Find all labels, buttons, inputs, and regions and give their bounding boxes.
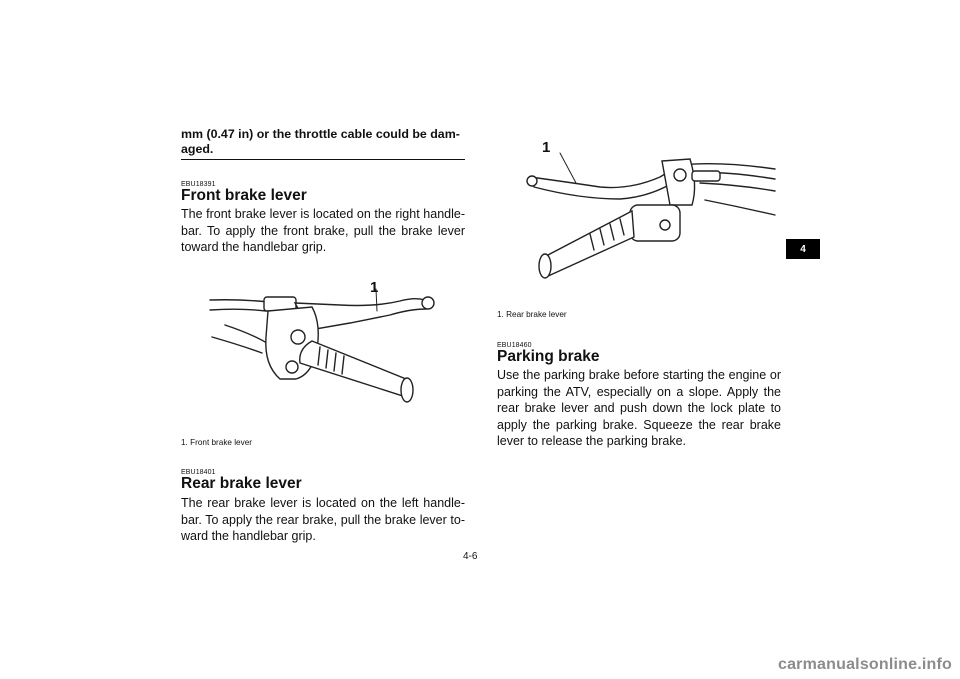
warning-continuation: mm (0.47 in) or the throttle cable could be dam-aged. xyxy=(181,127,460,156)
parking-brake-title: Parking brake xyxy=(497,348,600,365)
front-brake-title: Front brake lever xyxy=(181,187,307,204)
parking-brake-body: Use the parking brake before starting the engine or parking the ATV, especially on a slope. Apply the rear brake lever and push down the lock plate to apply the parking brake. Squeeze the rear brake lever to release the parking brake. xyxy=(497,368,781,448)
rear-brake-body: The rear brake lever is located on the left handle-bar. To apply the rear brake, pull the brake lever to-ward the handlebar grip. xyxy=(181,496,465,543)
watermark: carmanualsonline.info xyxy=(777,656,952,673)
front-brake-callout: 1 xyxy=(370,279,379,296)
rear-brake-code: EBU18401 xyxy=(181,469,216,476)
warning-divider xyxy=(181,159,465,160)
chapter-tab: 4 xyxy=(786,239,820,259)
front-brake-body: The front brake lever is located on the right handle-bar. To apply the front brake, pull the brake lever toward the handlebar grip. xyxy=(181,207,465,254)
parking-brake-code: EBU18460 xyxy=(497,342,532,349)
front-brake-caption: 1. Front brake lever xyxy=(181,438,252,447)
front-brake-code: EBU18391 xyxy=(181,181,216,188)
rear-brake-callout: 1 xyxy=(542,139,551,156)
rear-brake-caption: 1. Rear brake lever xyxy=(497,310,567,319)
rear-brake-title: Rear brake lever xyxy=(181,475,302,492)
rear-brake-lever-illustration xyxy=(520,145,780,295)
front-brake-lever-illustration xyxy=(200,275,460,425)
page-number: 4-6 xyxy=(463,551,478,562)
